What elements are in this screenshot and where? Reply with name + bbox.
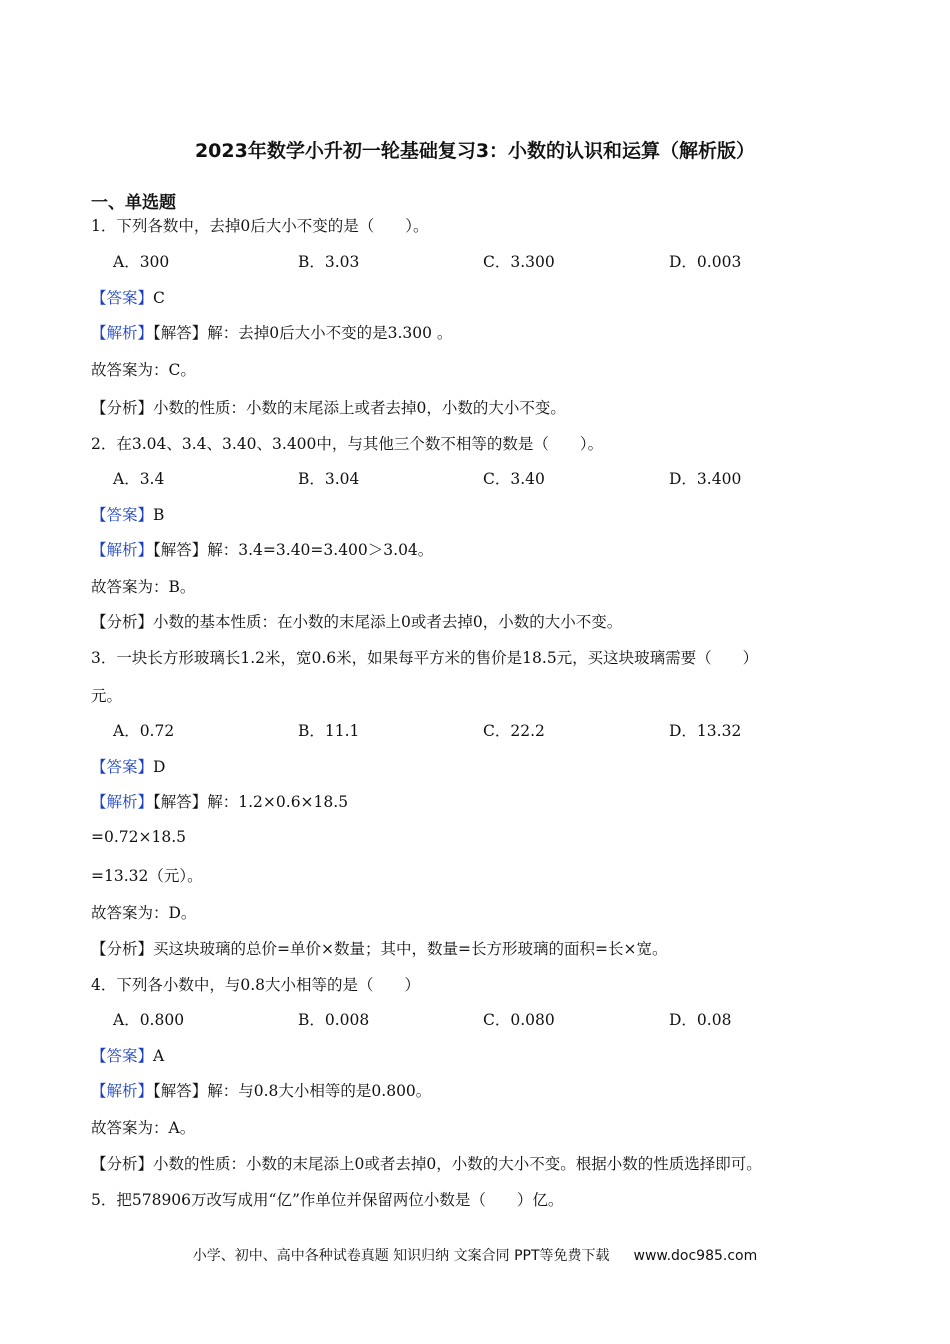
q2-answer-value: B [153,506,165,524]
answer-tag: 【答案】 [91,506,154,524]
q3-option-d: D．13.32 [669,722,742,740]
q3-answer-value: D [153,758,166,776]
q2-option-c: C．3.40 [483,470,545,488]
q3-option-a: A．0.72 [113,722,175,740]
q1-option-a: A．300 [113,253,170,271]
analysis-tag: 【解析】 [91,1082,154,1100]
q1-analysis [91,321,452,343]
q1-option-b: B．3.03 [298,253,360,271]
q3-analysis-text: 【解答】解：1.2×0.6×18.5 [153,793,349,811]
q4-fenxi: 【分析】小数的性质：小数的末尾添上0或者去掉0，小数的大小不变。根据小数的性质选择即可。 [91,1155,762,1173]
q3-answer [91,755,165,777]
footer-text: 小学、初中、高中各种试卷真题 知识归纳 文案合同 PPT等免费下载 [192,1248,610,1264]
q3-stem-continued: 元。 [91,687,123,705]
q2-option-b: B．3.04 [298,470,360,488]
q3-step-1: =0.72×18.5 [91,828,186,846]
q1-fenxi: 【分析】小数的性质：小数的末尾添上或者去掉0，小数的大小不变。 [91,399,566,417]
q4-answer [91,1044,164,1066]
section-heading: 一、单选题 [91,193,176,213]
q2-fenxi: 【分析】小数的基本性质：在小数的末尾添上0或者去掉0，小数的大小不变。 [91,613,623,631]
q1-answer-value: C [153,289,165,307]
document-title: 2023年数学小升初一轮基础复习3：小数的认识和运算（解析版） [194,140,756,162]
q3-fenxi: 【分析】买这块玻璃的总价=单价×数量；其中，数量=长方形玻璃的面积=长×宽。 [91,940,668,958]
q2-stem: 2．在3.04、3.4、3.40、3.400中，与其他三个数不相等的数是（ ）。 [91,435,604,453]
q2-answer [91,503,164,525]
q4-option-d: D．0.08 [669,1011,732,1029]
q2-conclusion: 故答案为：B。 [91,578,196,596]
footer-url[interactable]: www.doc985.com [633,1248,758,1264]
answer-tag: 【答案】 [91,758,154,776]
analysis-tag: 【解析】 [91,541,154,559]
q4-option-a: A．0.800 [113,1011,185,1029]
q1-conclusion: 故答案为：C。 [91,361,196,379]
q4-option-b: B．0.008 [298,1011,370,1029]
q5-stem: 5．把578906万改写成用“亿”作单位并保留两位小数是（ ）亿。 [91,1191,564,1209]
q3-analysis [91,790,348,812]
q3-option-b: B．11.1 [298,722,360,740]
q4-analysis-text: 【解答】解：与0.8大小相等的是0.800。 [153,1082,432,1100]
q4-analysis [91,1079,431,1101]
analysis-tag: 【解析】 [91,793,154,811]
q1-stem: 1．下列各数中，去掉0后大小不变的是（ ）。 [91,217,429,235]
analysis-tag: 【解析】 [91,324,154,342]
q1-analysis-text: 【解答】解：去掉0后大小不变的是3.300 。 [153,324,453,342]
q3-stem: 3．一块长方形玻璃长1.2米，宽0.6米，如果每平方米的售价是18.5元，买这块玻璃需要（ ） [91,649,759,667]
q3-option-c: C．22.2 [483,722,545,740]
q4-conclusion: 故答案为：A。 [91,1119,196,1137]
q2-option-a: A．3.4 [113,470,165,488]
answer-tag: 【答案】 [91,1047,154,1065]
q3-step-2: =13.32（元）。 [91,867,203,885]
q4-stem: 4．下列各小数中，与0.8大小相等的是（ ） [91,976,421,994]
q2-option-d: D．3.400 [669,470,742,488]
page-footer [0,1245,950,1265]
q4-option-c: C．0.080 [483,1011,555,1029]
answer-tag: 【答案】 [91,289,154,307]
q2-analysis [91,538,433,560]
q3-conclusion: 故答案为：D。 [91,904,197,922]
q1-answer [91,286,165,308]
q4-answer-value: A [153,1047,165,1065]
q1-option-c: C．3.300 [483,253,555,271]
q2-analysis-text: 【解答】解：3.4=3.40=3.400＞3.04。 [153,541,434,559]
q1-option-d: D．0.003 [669,253,742,271]
